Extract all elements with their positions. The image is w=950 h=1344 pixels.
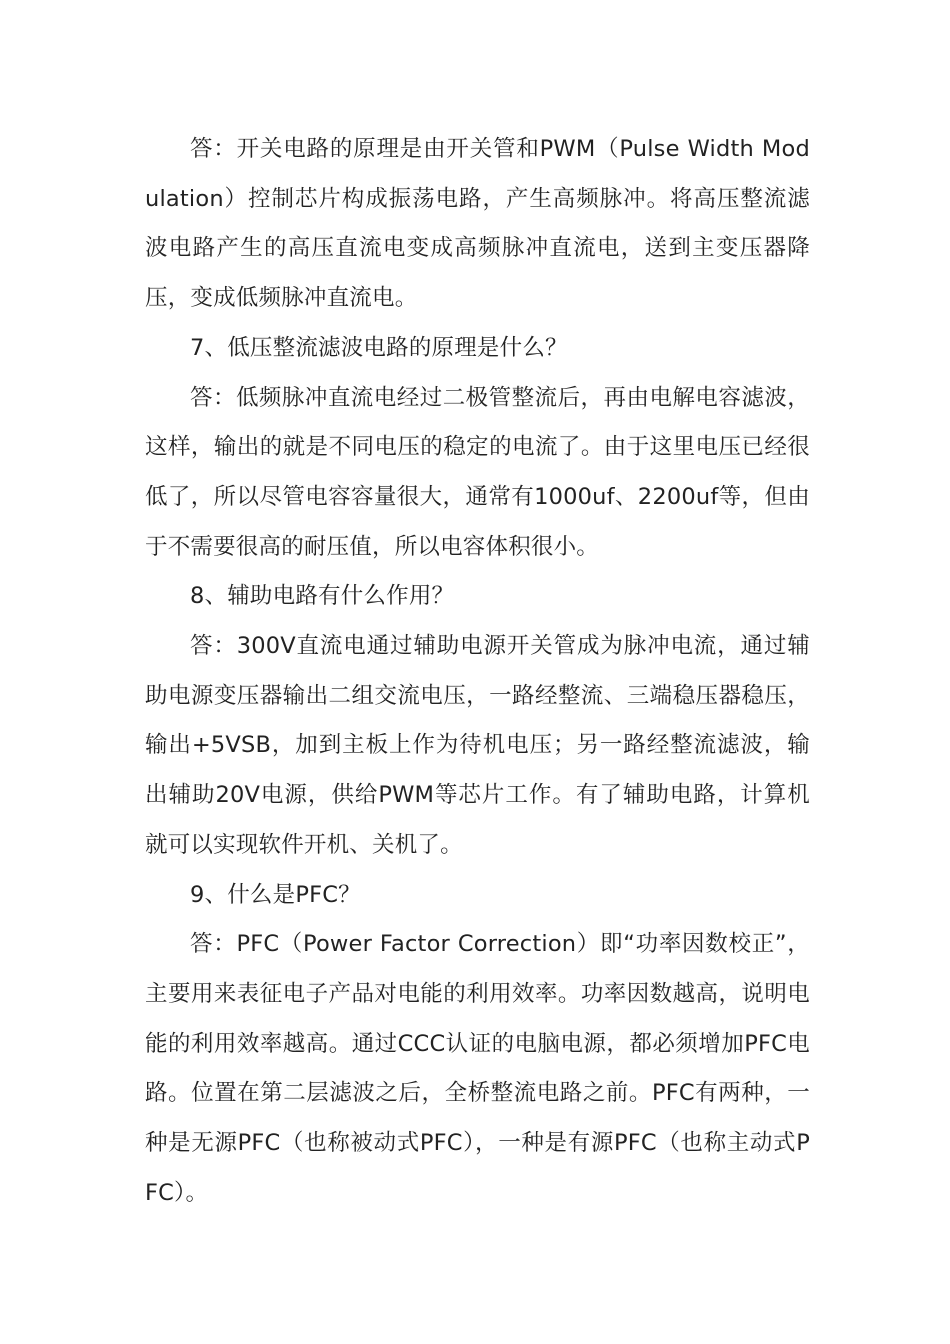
- answer-paragraph: 答：PFC（Power Factor Correction）即“功率因数校正”，主要用来表征电子产品对电能的利用效率。功率因数越高，说明电能的利用效率越高。通过CCC认证的电脑电源，都必须增加PFC电路。位置在第二层滤波之后，全桥整流电路之前。PFC有两种，一种是无源PFC（也称被动式PFC），一种是有源PFC（也称主动式PFC）。: [145, 931, 810, 1206]
- question-heading: 8、辅助电路有什么作用？: [190, 583, 455, 610]
- answer-paragraph: 答：开关电路的原理是由开关管和PWM（Pulse Width Modulation）控制芯片构成振荡电路，产生高频脉冲。将高压整流滤波电路产生的高压直流电变成高频脉冲直流电，送到主变压器降压，变成低频脉冲直流电。: [145, 136, 810, 312]
- question-heading: 7、低压整流滤波电路的原理是什么？: [190, 334, 568, 361]
- question-heading: 9、什么是PFC？: [190, 881, 361, 908]
- answer-paragraph: 答：低频脉冲直流电经过二极管整流后，再由电解电容滤波，这样，输出的就是不同电压的稳定的电流了。由于这里电压已经很低了，所以尽管电容容量很大，通常有1000uf、2200uf等，但由于不需要很高的耐压值，所以电容体积很小。: [145, 384, 810, 560]
- document-body: [145, 125, 810, 1218]
- answer-paragraph: 答：300V直流电通过辅助电源开关管成为脉冲电流，通过辅助电源变压器输出二组交流电压，一路经整流、三端稳压器稳压，输出+5VSB，加到主板上作为待机电压；另一路经整流滤波，输出辅助20V电源，供给PWM等芯片工作。有了辅助电路，计算机就可以实现软件开机、关机了。: [145, 633, 810, 858]
